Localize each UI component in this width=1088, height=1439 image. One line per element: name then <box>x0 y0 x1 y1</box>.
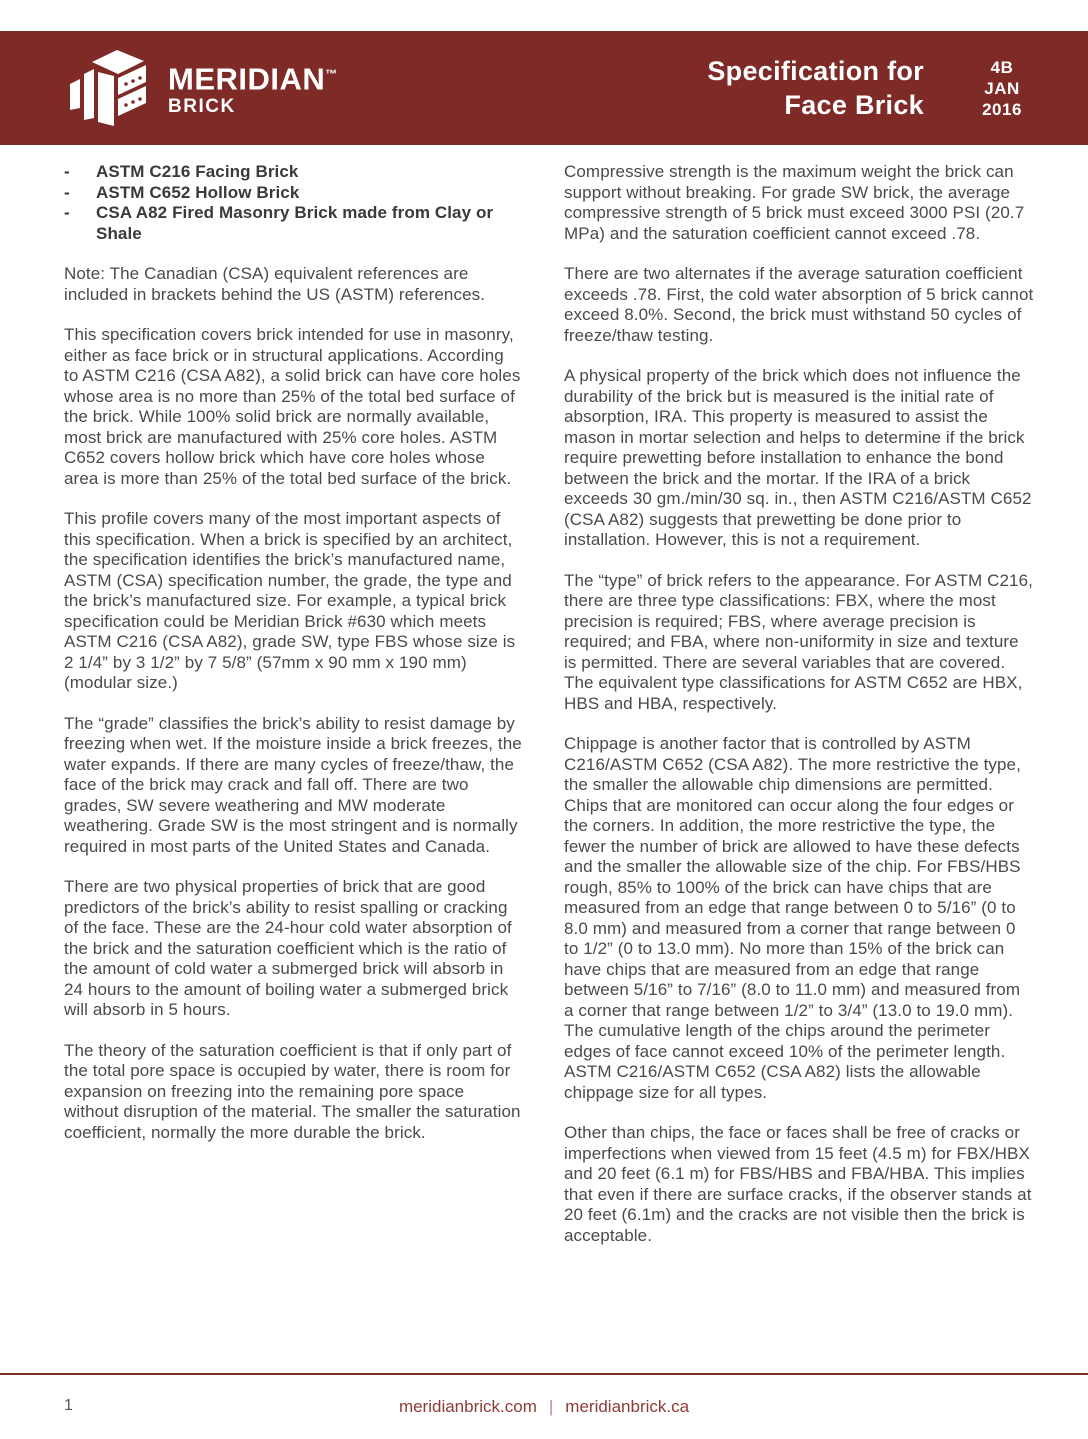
bullet-dash: - <box>64 162 70 181</box>
bullet-text: ASTM C216 Facing Brick <box>96 162 299 181</box>
bullet-dash: - <box>64 182 70 202</box>
bullet-item <box>64 183 522 204</box>
bullet-text: ASTM C652 Hollow Brick <box>96 182 300 202</box>
paragraph: There are two physical properties of brick that are good predictors of the brick’s ability to resist spalling or cracking of the face. These are the 24-hour cold water absorption of the brick and the saturation coefficient which is the ratio of the amount of cold water a submerged brick will absorb in 24 hours to the amount of boiling water a submerged brick will absorb in 5 hours. <box>64 877 512 1019</box>
bullet-text: CSA A82 Fired Masonry Brick made from Clay or Shale <box>96 203 494 243</box>
paragraph: Compressive strength is the maximum weight the brick can support without breaking. For grade SW brick, the average compressive strength of 5 brick must exceed 3000 PSI (20.7 MPa) and the saturation coefficient cannot exceed .78. <box>564 162 1025 243</box>
doc-year: 2016 <box>982 99 1022 119</box>
footer-url-ca[interactable]: meridianbrick.ca <box>565 1397 690 1416</box>
paragraph: A physical property of the brick which does not influence the durability of the brick but is measured is the initial rate of absorption, IRA. This property is measured to assist the mason in mortar selection and helps to determine if the brick require prewetting before installation to enhance the bond between the brick and the mortar. If the IRA of a brick exceeds 30 gm./min/30 sq. in., then ASTM C216/ASTM C652 (CSA A82) suggests that prewetting be done prior to installation. However, this is not a requirement. <box>564 366 1032 549</box>
doc-version <box>966 57 1038 120</box>
doc-title-line1: Specification for <box>707 56 924 86</box>
doc-month: JAN <box>984 78 1020 98</box>
left-column <box>64 162 522 1266</box>
document-body <box>0 145 1088 1266</box>
brick-stack-icon <box>62 46 162 130</box>
paragraph: The “grade” classifies the brick’s ability to resist damage by freezing when wet. If the moisture inside a brick freezes, the water expands. If there are many cycles of freeze/thaw, the face of the brick may crack and fall off. There are two grades, SW severe weathering and MW moderate weathering. Grade SW is the most stringent and is normally required in most parts of the United States and Canada. <box>64 713 522 856</box>
paragraph: This specification covers brick intended for use in masonry, either as face brick or in structural applications. According to ASTM C216 (CSA A82), a solid brick can have core holes whose area is no more than 25% of the total bed surface of the brick. While 100% solid brick are normally available, most brick are manufactured with 25% core holes. ASTM C652 covers hollow brick which have core holes whose area is more than 25% of the total bed surface of the brick. <box>64 325 521 488</box>
paragraph: The theory of the saturation coefficient is that if only part of the total pore space is occupied by water, there is room for expansion on freezing into the remaining pore space without disruption of the material. The smaller the saturation coefficient, normally the more durable the brick. <box>64 1040 521 1142</box>
paragraph: The “type” of brick refers to the appearance. For ASTM C216, there are three type classifications: FBX, where the most precision is required; FBS, where average precision is required; and FBA, where non-uniformity in size and texture is permitted. There are several variables that are covered. The equivalent type classifications for ASTM C652 are HBX, HBS and HBA, respectively. <box>564 570 1033 713</box>
trademark-symbol: ™ <box>325 67 338 82</box>
footer-separator: | <box>548 1397 554 1416</box>
bullet-item <box>64 162 522 183</box>
reference-bullet-list <box>64 162 522 244</box>
page-number: 1 <box>64 1397 73 1414</box>
brand-logo <box>62 46 338 130</box>
paragraph: Other than chips, the face or faces shall be free of cracks or imperfections when viewed from 15 feet (4.5 m) for FBX/HBX and 20 feet (6.1 m) for FBS/HBS and FBA/HBA. This implies that even if there are surface cracks, if the observer stands at 20 feet (6.1m) and the cracks are not visible then the brick is acceptable. <box>564 1123 1032 1245</box>
brand-sub-name: BRICK <box>168 95 236 117</box>
doc-code: 4B <box>990 57 1014 77</box>
paragraph: This profile covers many of the most important aspects of this specification. When a brick is specified by an architect, the specification identifies the brick’s manufactured name, ASTM (CSA) specification number, the grade, the type and the brick’s manufactured size. For example, a typical brick specification could be Meridian Brick #630 which meets ASTM C216 (CSA A82), grade SW, type FBS whose size is 2 1/4” by 3 1/2” by 7 5/8” (57mm x 90 mm x 190 mm) (modular size.) <box>64 509 516 692</box>
paragraph: There are two alternates if the average saturation coefficient exceeds .78. First, the cold water absorption of 5 brick cannot exceed 8.0%. Second, the brick must withstand 50 cycles of freeze/thaw testing. <box>564 264 1034 345</box>
footer-links <box>0 1397 1088 1417</box>
doc-title <box>707 54 924 122</box>
doc-title-line2: Face Brick <box>784 90 924 120</box>
footer-url-us[interactable]: meridianbrick.com <box>398 1397 537 1416</box>
paragraph: Chippage is another factor that is controlled by ASTM C216/ASTM C652 (CSA A82). The more restrictive the type, the smaller the allowable chip dimensions are permitted. Chips that are monitored can occur along the four edges or the corners. In addition, the more restrictive the type, the fewer the number of brick are allowed to have these defects and the smaller the allowable size of the chip. For FBS/HBS rough, 85% to 100% of the brick can have chips that are measured from an edge that range between 0 to 5/16” (0 to 8.0 mm) and measured from a corner that range between 0 to 1/2” (0 to 13.0 mm). No more than 15% of the brick can have chips that are measured from an edge that range between 5/16” to 7/16” (8.0 to 11.0 mm) and measured from a corner that range between 1/2” to 3/4” (13.0 to 19.0 mm). The cumulative length of the chips around the perimeter edges of face cannot exceed 10% of the perimeter length. ASTM C216/ASTM C652 (CSA A82) lists the allowable chippage size for all types. <box>564 734 1021 1102</box>
footer-divider <box>0 1373 1088 1375</box>
right-column <box>564 162 1034 1266</box>
bullet-dash: - <box>64 203 70 222</box>
footer <box>0 1397 1088 1427</box>
paragraph: Note: The Canadian (CSA) equivalent references are included in brackets behind the US (ASTM) references. <box>64 264 486 304</box>
header-band <box>0 31 1088 145</box>
brand-name: MERIDIAN™ <box>168 61 338 97</box>
left-column-paragraphs <box>64 264 522 1143</box>
bullet-item <box>64 203 522 244</box>
right-column-paragraphs <box>564 162 1034 1246</box>
